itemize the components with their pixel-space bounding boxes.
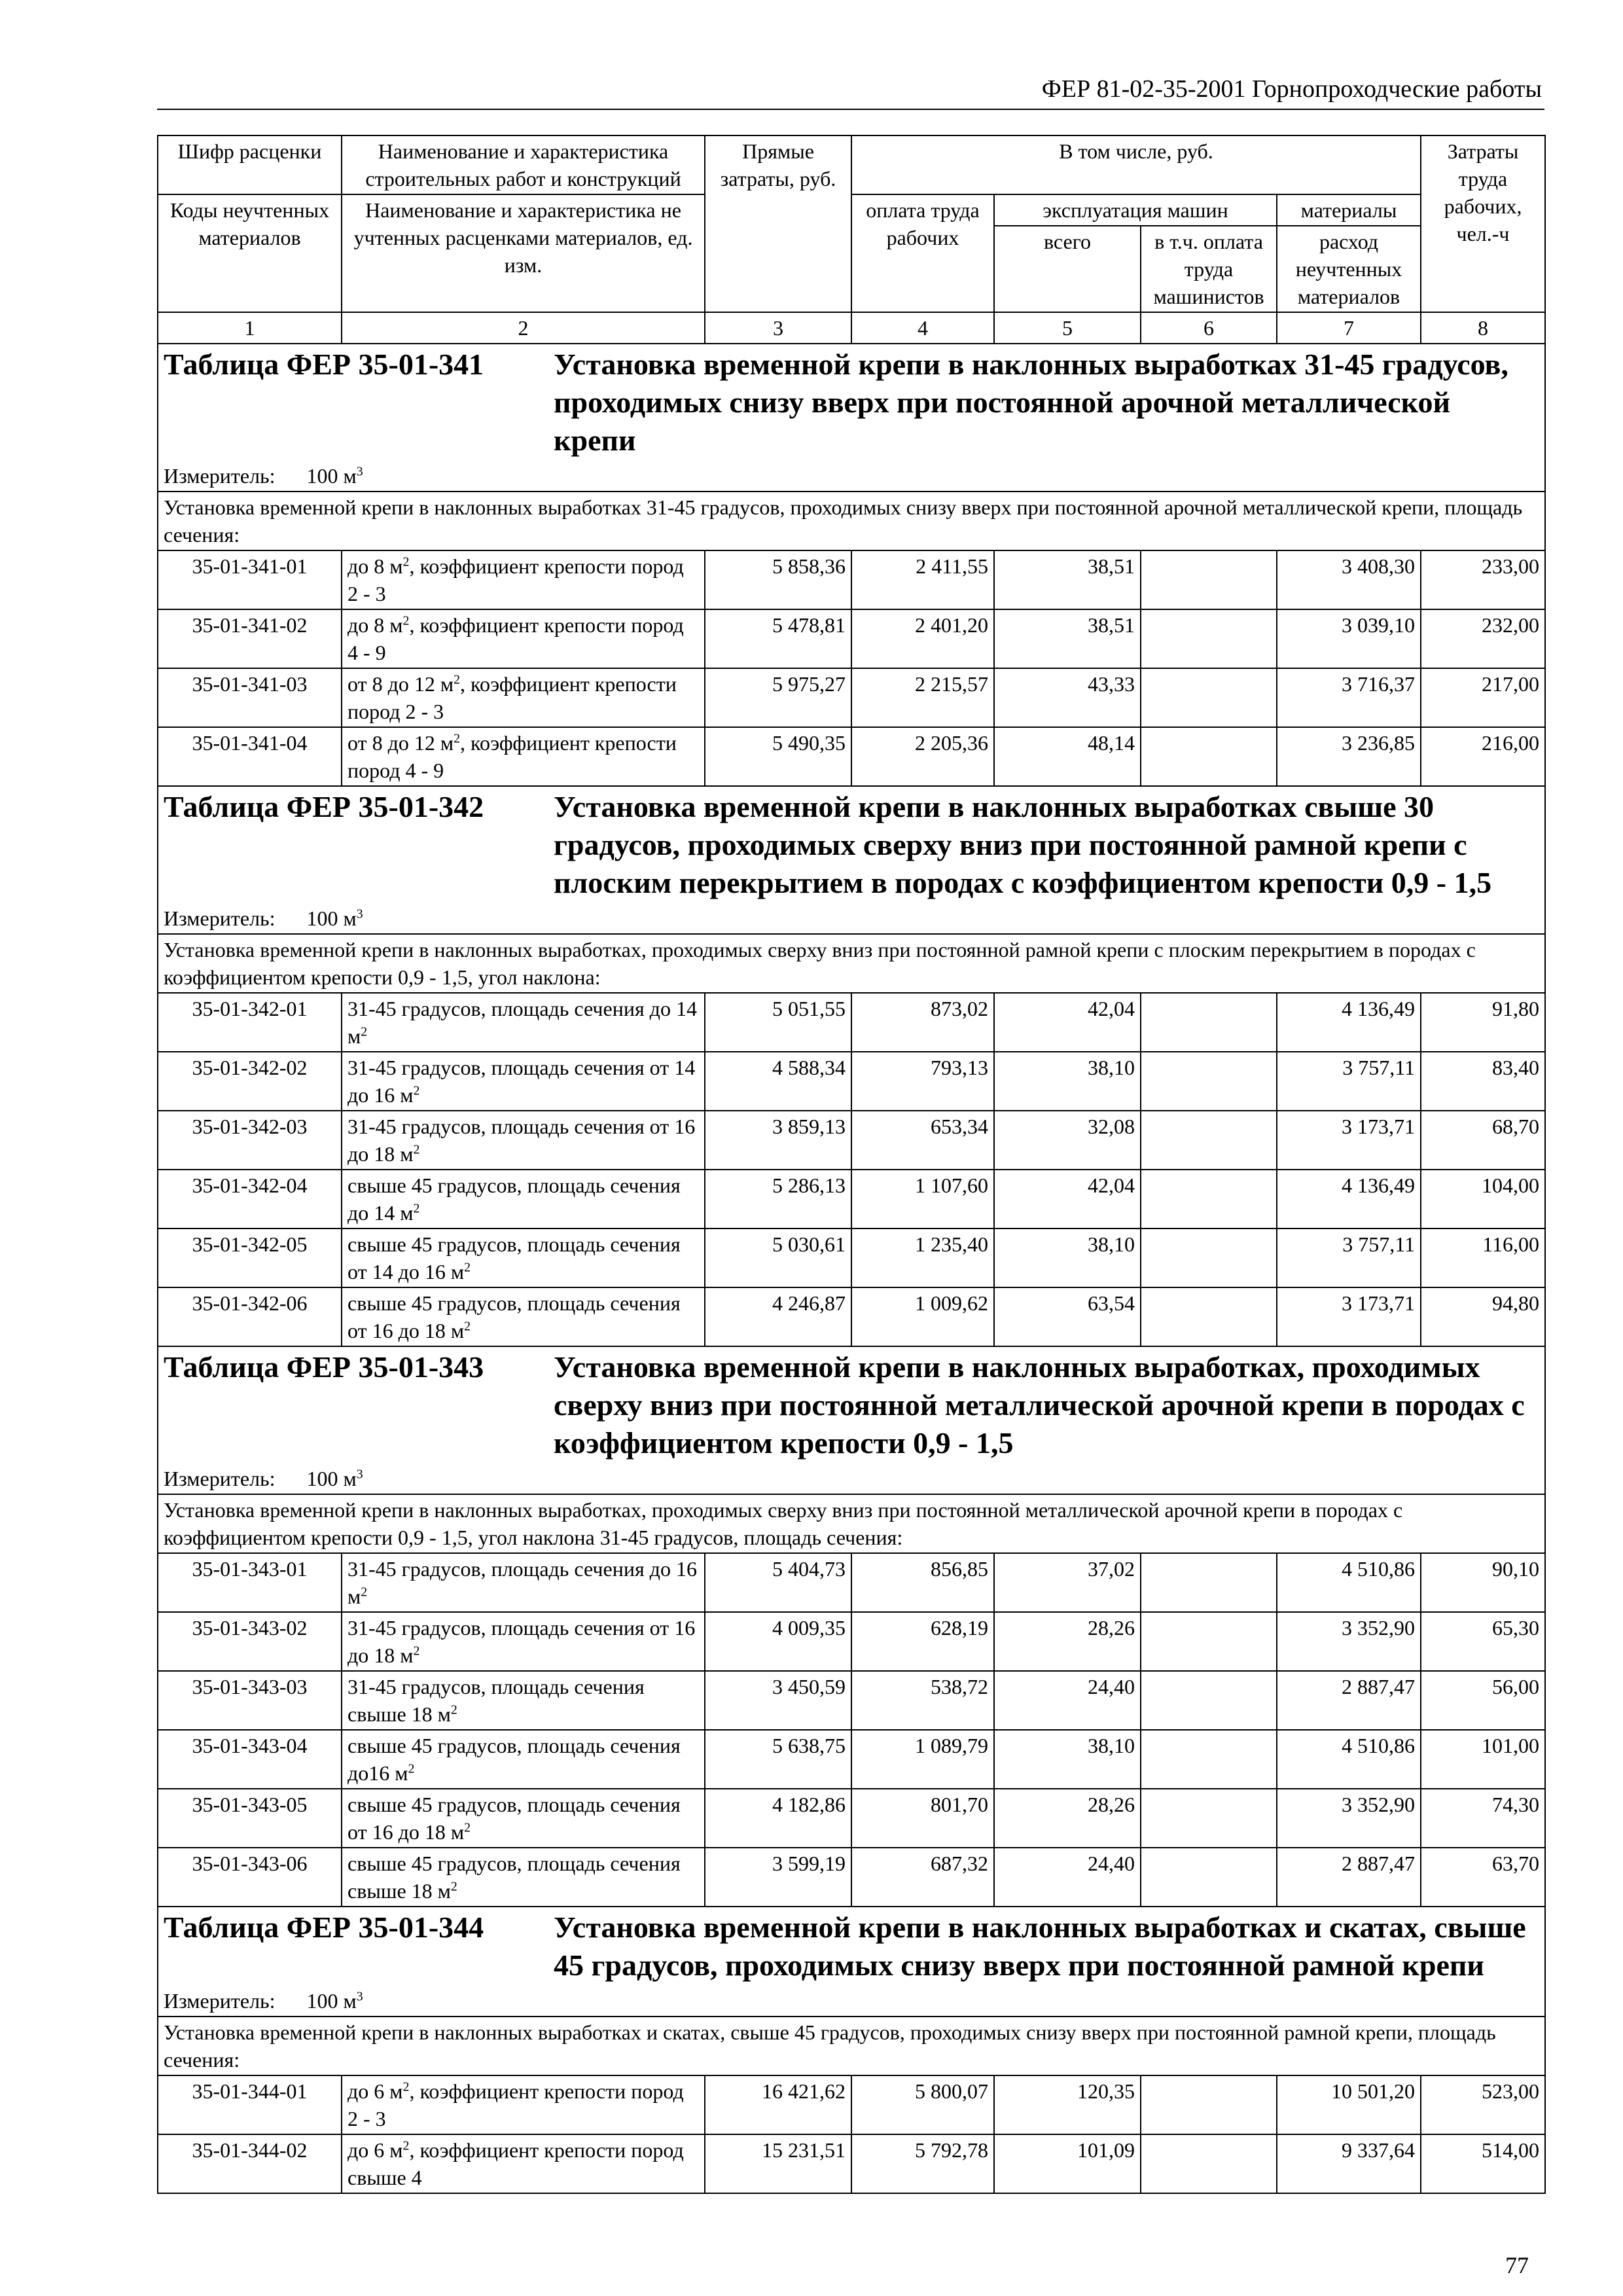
cell-c5: 28,26 <box>994 1612 1141 1671</box>
col-group-header: В том числе, руб. <box>851 135 1421 194</box>
rate-name-text: от 8 до 12 м <box>348 672 454 696</box>
rate-name <box>342 550 705 609</box>
rate-name <box>342 1553 705 1612</box>
table-row <box>158 668 1545 727</box>
area-exponent: 2 <box>464 1820 471 1835</box>
cell-c4: 1 235,40 <box>851 1229 994 1287</box>
table-title-row <box>158 344 1545 461</box>
area-exponent: 2 <box>413 1083 420 1098</box>
cell-c7: 3 039,10 <box>1277 609 1421 668</box>
cell-c7: 3 173,71 <box>1277 1111 1421 1170</box>
table-row <box>158 1789 1545 1848</box>
description-row <box>158 1494 1545 1553</box>
table-row <box>158 550 1545 609</box>
cell-c5: 32,08 <box>994 1111 1141 1170</box>
cell-c8: 63,70 <box>1421 1848 1545 1907</box>
cell-c6 <box>1141 1730 1277 1789</box>
cell-c4: 5 792,78 <box>851 2134 994 2193</box>
cell-c4: 2 205,36 <box>851 727 994 786</box>
col-material-names-header: Наименование и характеристика не учтенных расценками материалов, ед. изм. <box>342 194 705 312</box>
cell-c5: 24,40 <box>994 1671 1141 1730</box>
measure-cell <box>158 1463 1545 1494</box>
cell-c3: 4 246,87 <box>705 1287 851 1346</box>
cell-c6 <box>1141 1848 1277 1907</box>
table-row <box>158 2075 1545 2134</box>
rate-name-text: 31-45 градусов, площадь сечения до 16 м <box>348 1557 697 1608</box>
rate-code: 35-01-341-03 <box>158 668 342 727</box>
table-row <box>158 1553 1545 1612</box>
rate-name <box>342 1789 705 1848</box>
table-description: Установка временной крепи в наклонных выработках 31-45 градусов, проходимых снизу вверх при постоянной арочной металлической крепи, площадь сечения: <box>158 492 1545 550</box>
cell-c4: 5 800,07 <box>851 2075 994 2134</box>
measure-row <box>158 461 1545 492</box>
rate-code: 35-01-342-02 <box>158 1052 342 1111</box>
cell-c6 <box>1141 727 1277 786</box>
cell-c7: 9 337,64 <box>1277 2134 1421 2193</box>
cell-c5: 38,51 <box>994 550 1141 609</box>
area-exponent: 2 <box>413 1142 420 1157</box>
measure-cell <box>158 903 1545 934</box>
area-exponent: 2 <box>413 1643 420 1659</box>
cell-c7: 10 501,20 <box>1277 2075 1421 2134</box>
header-row-2 <box>158 194 1545 226</box>
cell-c6 <box>1141 668 1277 727</box>
rate-name-text: , коэффициент крепости пород 4 - 9 <box>348 731 677 782</box>
cell-c6 <box>1141 2075 1277 2134</box>
rate-name-text: свыше 45 градусов, площадь сечения от 14 до 16 м <box>348 1232 681 1283</box>
cell-c7: 2 887,47 <box>1277 1848 1421 1907</box>
measure-label: Измеритель: <box>164 906 276 930</box>
rate-name-text: 31-45 градусов, площадь сечения от 16 до 18 м <box>348 1115 696 1166</box>
cell-c7: 3 173,71 <box>1277 1287 1421 1346</box>
table-row <box>158 1848 1545 1907</box>
table-title-row <box>158 786 1545 903</box>
col-number: 4 <box>851 312 994 344</box>
cell-c8: 90,10 <box>1421 1553 1545 1612</box>
cell-c7: 3 352,90 <box>1277 1612 1421 1671</box>
rate-name-text: 31-45 градусов, площадь сечения до 14 м <box>348 997 697 1048</box>
table-name: Установка временной крепи в наклонных выработках свыше 30 градусов, проходимых сверху вниз при постоянной рамной крепи с плоским перекрытием в породах с коэффициентом крепости 0,9 - 1,5 <box>554 790 1492 899</box>
table-row <box>158 1111 1545 1170</box>
cell-c3: 3 599,19 <box>705 1848 851 1907</box>
cell-c8: 94,80 <box>1421 1287 1545 1346</box>
rate-code: 35-01-342-05 <box>158 1229 342 1287</box>
rate-name-text: , коэффициент крепости пород 2 - 3 <box>348 2079 684 2130</box>
rate-name-text: свыше 45 градусов, площадь сечения до 14 м <box>348 1174 681 1225</box>
rates-table <box>157 135 1546 2194</box>
rate-name-text: , коэффициент крепости пород 4 - 9 <box>348 613 684 664</box>
measure-unit-exponent: 3 <box>356 464 363 479</box>
cell-c3: 4 588,34 <box>705 1052 851 1111</box>
col-number: 1 <box>158 312 342 344</box>
cell-c4: 653,34 <box>851 1111 994 1170</box>
cell-c7: 3 757,11 <box>1277 1052 1421 1111</box>
cell-c7: 3 408,30 <box>1277 550 1421 609</box>
table-description: Установка временной крепи в наклонных выработках и скатах, свыше 45 градусов, проходимых снизу вверх при постоянной рамной крепи, площадь сечения: <box>158 2017 1545 2075</box>
page-number: 77 <box>1505 2252 1529 2278</box>
table-number: Таблица ФЕР 35-01-344 <box>164 1910 484 1944</box>
col-number: 3 <box>705 312 851 344</box>
table-title-row <box>158 1907 1545 1986</box>
header-title: ФЕР 81-02-35-2001 Горнопроходческие работы <box>1041 75 1542 103</box>
cell-c7: 3 757,11 <box>1277 1229 1421 1287</box>
rate-name <box>342 2134 705 2193</box>
cell-c4: 1 089,79 <box>851 1730 994 1789</box>
rate-name <box>342 1052 705 1111</box>
rate-name <box>342 1111 705 1170</box>
rate-code: 35-01-344-02 <box>158 2134 342 2193</box>
cell-c6 <box>1141 1553 1277 1612</box>
cell-c7: 3 236,85 <box>1277 727 1421 786</box>
table-number: Таблица ФЕР 35-01-343 <box>164 1350 484 1384</box>
rate-name <box>342 1612 705 1671</box>
area-exponent: 2 <box>450 1879 457 1894</box>
table-title-cell <box>158 786 1545 903</box>
cell-c4: 2 401,20 <box>851 609 994 668</box>
rate-code: 35-01-343-05 <box>158 1789 342 1848</box>
table-name: Установка временной крепи в наклонных выработках 31-45 градусов, проходимых снизу вверх при постоянной арочной металлической крепи <box>554 348 1508 457</box>
cell-c8: 65,30 <box>1421 1612 1545 1671</box>
cell-c4: 628,19 <box>851 1612 994 1671</box>
rate-name <box>342 1287 705 1346</box>
measure-row <box>158 903 1545 934</box>
cell-c5: 48,14 <box>994 727 1141 786</box>
measure-cell <box>158 461 1545 492</box>
rate-name <box>342 1229 705 1287</box>
rate-name <box>342 993 705 1052</box>
col-number: 5 <box>994 312 1141 344</box>
cell-c4: 1 107,60 <box>851 1170 994 1229</box>
measure-label: Измеритель: <box>164 464 276 488</box>
table-row <box>158 1671 1545 1730</box>
col-number: 7 <box>1277 312 1421 344</box>
rate-name-text: 31-45 градусов, площадь сечения свыше 18 м <box>348 1675 645 1726</box>
cell-c4: 793,13 <box>851 1052 994 1111</box>
col-machines-total-header: всего <box>994 226 1141 312</box>
cell-c7: 2 887,47 <box>1277 1671 1421 1730</box>
cell-c4: 801,70 <box>851 1789 994 1848</box>
cell-c3: 3 450,59 <box>705 1671 851 1730</box>
cell-c4: 538,72 <box>851 1671 994 1730</box>
rate-code: 35-01-343-01 <box>158 1553 342 1612</box>
cell-c5: 28,26 <box>994 1789 1141 1848</box>
rate-name-text: до 6 м <box>348 2138 403 2162</box>
table-row <box>158 1052 1545 1111</box>
table-description: Установка временной крепи в наклонных выработках, проходимых сверху вниз при постоянной металлической арочной крепи в породах с коэффициентом крепости 0,9 - 1,5, угол наклона 31-45 градусов, площадь сечения: <box>158 1494 1545 1553</box>
cell-c8: 104,00 <box>1421 1170 1545 1229</box>
col-code-header: Шифр расценки <box>158 135 342 194</box>
col-unaccounted-materials-header: расход неучтенных материалов <box>1277 226 1421 312</box>
cell-c4: 2 215,57 <box>851 668 994 727</box>
cell-c7: 4 510,86 <box>1277 1730 1421 1789</box>
area-exponent: 2 <box>450 1702 457 1717</box>
rate-name-text: от 8 до 12 м <box>348 731 454 755</box>
rate-code: 35-01-343-03 <box>158 1671 342 1730</box>
rate-code: 35-01-341-01 <box>158 550 342 609</box>
cell-c7: 4 136,49 <box>1277 1170 1421 1229</box>
measure-unit-exponent: 3 <box>356 1989 363 2004</box>
table-row <box>158 993 1545 1052</box>
measure-row <box>158 1463 1545 1494</box>
area-exponent: 2 <box>402 2079 410 2094</box>
description-row <box>158 2017 1545 2075</box>
cell-c6 <box>1141 1789 1277 1848</box>
table-title <box>164 1348 1539 1462</box>
cell-c5: 37,02 <box>994 1553 1141 1612</box>
cell-c3: 15 231,51 <box>705 2134 851 2193</box>
description-row <box>158 934 1545 993</box>
area-exponent: 2 <box>413 1201 420 1216</box>
cell-c5: 63,54 <box>994 1287 1141 1346</box>
cell-c5: 38,10 <box>994 1229 1141 1287</box>
rate-code: 35-01-342-06 <box>158 1287 342 1346</box>
table-title <box>164 1909 1539 1984</box>
cell-c4: 687,32 <box>851 1848 994 1907</box>
table-name: Установка временной крепи в наклонных выработках и скатах, свыше 45 градусов, проходимых снизу вверх при постоянной рамной крепи <box>554 1910 1526 1982</box>
cell-c3: 5 975,27 <box>705 668 851 727</box>
measure-unit: 100 м <box>306 464 357 488</box>
rate-name-text: до 8 м <box>348 613 403 637</box>
rate-name <box>342 727 705 786</box>
rate-name <box>342 1170 705 1229</box>
measure-unit: 100 м <box>306 906 357 930</box>
cell-c5: 24,40 <box>994 1848 1141 1907</box>
area-exponent: 2 <box>464 1319 471 1334</box>
header-row-1 <box>158 135 1545 194</box>
rate-name-text: свыше 45 градусов, площадь сечения от 16 до 18 м <box>348 1793 681 1844</box>
rate-name <box>342 1730 705 1789</box>
cell-c3: 5 404,73 <box>705 1553 851 1612</box>
table-title-cell <box>158 1907 1545 1986</box>
measure-row <box>158 1986 1545 2017</box>
rate-name <box>342 2075 705 2134</box>
cell-c7: 3 716,37 <box>1277 668 1421 727</box>
table-row <box>158 1170 1545 1229</box>
col-name-header: Наименование и характеристика строительных работ и конструкций <box>342 135 705 194</box>
col-materials-header: материалы <box>1277 194 1421 226</box>
cell-c8: 74,30 <box>1421 1789 1545 1848</box>
cell-c3: 5 051,55 <box>705 993 851 1052</box>
cell-c5: 38,10 <box>994 1052 1141 1111</box>
measure-label: Измеритель: <box>164 1467 276 1490</box>
col-labor-header: Затраты труда рабочих, чел.-ч <box>1421 135 1545 312</box>
cell-c6 <box>1141 550 1277 609</box>
cell-c5: 120,35 <box>994 2075 1141 2134</box>
cell-c3: 4 009,35 <box>705 1612 851 1671</box>
rate-name-text: , коэффициент крепости пород 2 - 3 <box>348 672 677 723</box>
cell-c5: 38,10 <box>994 1730 1141 1789</box>
rate-code: 35-01-342-01 <box>158 993 342 1052</box>
cell-c4: 2 411,55 <box>851 550 994 609</box>
table-title-cell <box>158 344 1545 461</box>
cell-c6 <box>1141 1111 1277 1170</box>
table-title <box>164 346 1539 459</box>
table-title-cell <box>158 1346 1545 1463</box>
cell-c6 <box>1141 1671 1277 1730</box>
table-number: Таблица ФЕР 35-01-341 <box>164 348 484 381</box>
col-direct-costs-header: Прямые затраты, руб. <box>705 135 851 312</box>
cell-c6 <box>1141 993 1277 1052</box>
table-number: Таблица ФЕР 35-01-342 <box>164 790 484 823</box>
rate-code: 35-01-341-04 <box>158 727 342 786</box>
rate-name-text: свыше 45 градусов, площадь сечения свыше 18 м <box>348 1852 681 1903</box>
rate-name-text: , коэффициент крепости пород 2 - 3 <box>348 554 684 605</box>
table-row <box>158 2134 1545 2193</box>
cell-c4: 1 009,62 <box>851 1287 994 1346</box>
cell-c8: 233,00 <box>1421 550 1545 609</box>
cell-c6 <box>1141 1612 1277 1671</box>
cell-c3: 5 478,81 <box>705 609 851 668</box>
measure-unit: 100 м <box>306 1467 357 1490</box>
table-title-row <box>158 1346 1545 1463</box>
cell-c8: 101,00 <box>1421 1730 1545 1789</box>
rate-code: 35-01-343-02 <box>158 1612 342 1671</box>
running-header <box>157 71 1544 110</box>
area-exponent: 2 <box>402 2138 410 2153</box>
rate-name-text: , коэффициент крепости пород свыше 4 <box>348 2138 684 2189</box>
cell-c5: 42,04 <box>994 1170 1141 1229</box>
rate-name <box>342 1848 705 1907</box>
table-row <box>158 1612 1545 1671</box>
cell-c6 <box>1141 609 1277 668</box>
description-row <box>158 492 1545 550</box>
area-exponent: 2 <box>402 613 410 628</box>
col-material-codes-header: Коды неучтенных материалов <box>158 194 342 312</box>
table-title <box>164 788 1539 902</box>
table-name: Установка временной крепи в наклонных выработках, проходимых сверху вниз при постоянной металлической арочной крепи в породах с коэффициентом крепости 0,9 - 1,5 <box>554 1350 1525 1460</box>
cell-c3: 5 490,35 <box>705 727 851 786</box>
col-wages-header: оплата труда рабочих <box>851 194 994 312</box>
rate-code: 35-01-343-06 <box>158 1848 342 1907</box>
area-exponent: 2 <box>361 1024 368 1039</box>
rate-name-text: до 6 м <box>348 2079 403 2103</box>
cell-c3: 4 182,86 <box>705 1789 851 1848</box>
table-row <box>158 1287 1545 1346</box>
rate-name-text: до 8 м <box>348 554 403 578</box>
rate-name-text: 31-45 градусов, площадь сечения от 14 до 16 м <box>348 1056 696 1107</box>
col-number: 2 <box>342 312 705 344</box>
table-row <box>158 1229 1545 1287</box>
rate-code: 35-01-341-02 <box>158 609 342 668</box>
cell-c4: 856,85 <box>851 1553 994 1612</box>
cell-c3: 5 638,75 <box>705 1730 851 1789</box>
cell-c8: 83,40 <box>1421 1052 1545 1111</box>
cell-c6 <box>1141 1052 1277 1111</box>
col-number: 8 <box>1421 312 1545 344</box>
table-row <box>158 727 1545 786</box>
cell-c8: 56,00 <box>1421 1671 1545 1730</box>
col-operators-wages-header: в т.ч. оплата труда машинистов <box>1141 226 1277 312</box>
cell-c3: 16 421,62 <box>705 2075 851 2134</box>
measure-unit-exponent: 3 <box>356 906 363 922</box>
rate-code: 35-01-342-03 <box>158 1111 342 1170</box>
rate-code: 35-01-343-04 <box>158 1730 342 1789</box>
rate-code: 35-01-344-01 <box>158 2075 342 2134</box>
cell-c8: 217,00 <box>1421 668 1545 727</box>
rate-name <box>342 668 705 727</box>
cell-c5: 43,33 <box>994 668 1141 727</box>
measure-unit-exponent: 3 <box>356 1467 363 1482</box>
measure-unit: 100 м <box>306 1989 357 2013</box>
cell-c8: 232,00 <box>1421 609 1545 668</box>
cell-c6 <box>1141 1287 1277 1346</box>
cell-c8: 68,70 <box>1421 1111 1545 1170</box>
area-exponent: 2 <box>361 1585 368 1600</box>
area-exponent: 2 <box>402 554 410 569</box>
cell-c6 <box>1141 1170 1277 1229</box>
cell-c8: 523,00 <box>1421 2075 1545 2134</box>
cell-c8: 216,00 <box>1421 727 1545 786</box>
area-exponent: 2 <box>454 672 461 687</box>
cell-c5: 42,04 <box>994 993 1141 1052</box>
cell-c8: 91,80 <box>1421 993 1545 1052</box>
table-row <box>158 1730 1545 1789</box>
cell-c7: 4 510,86 <box>1277 1553 1421 1612</box>
measure-label: Измеритель: <box>164 1989 276 2013</box>
cell-c3: 5 286,13 <box>705 1170 851 1229</box>
area-exponent: 2 <box>408 1761 415 1776</box>
cell-c6 <box>1141 2134 1277 2193</box>
cell-c7: 3 352,90 <box>1277 1789 1421 1848</box>
area-exponent: 2 <box>464 1260 471 1275</box>
rate-name <box>342 609 705 668</box>
table-row <box>158 609 1545 668</box>
rate-name-text: свыше 45 градусов, площадь сечения от 16 до 18 м <box>348 1291 681 1342</box>
rate-name-text: 31-45 градусов, площадь сечения от 16 до 18 м <box>348 1616 696 1667</box>
area-exponent: 2 <box>454 731 461 746</box>
cell-c3: 5 030,61 <box>705 1229 851 1287</box>
table-description: Установка временной крепи в наклонных выработках, проходимых сверху вниз при постоянной рамной крепи с плоским перекрытием в породах с коэффициентом крепости 0,9 - 1,5, угол наклона: <box>158 934 1545 993</box>
measure-cell <box>158 1986 1545 2017</box>
col-machines-header: эксплуатация машин <box>994 194 1277 226</box>
rate-name-text: свыше 45 градусов, площадь сечения до16 м <box>348 1734 681 1785</box>
rate-name <box>342 1671 705 1730</box>
cell-c8: 514,00 <box>1421 2134 1545 2193</box>
column-numbers-row <box>158 312 1545 344</box>
cell-c3: 3 859,13 <box>705 1111 851 1170</box>
cell-c5: 38,51 <box>994 609 1141 668</box>
cell-c4: 873,02 <box>851 993 994 1052</box>
col-number: 6 <box>1141 312 1277 344</box>
cell-c7: 4 136,49 <box>1277 993 1421 1052</box>
cell-c3: 5 858,36 <box>705 550 851 609</box>
cell-c8: 116,00 <box>1421 1229 1545 1287</box>
cell-c5: 101,09 <box>994 2134 1141 2193</box>
rate-code: 35-01-342-04 <box>158 1170 342 1229</box>
cell-c6 <box>1141 1229 1277 1287</box>
